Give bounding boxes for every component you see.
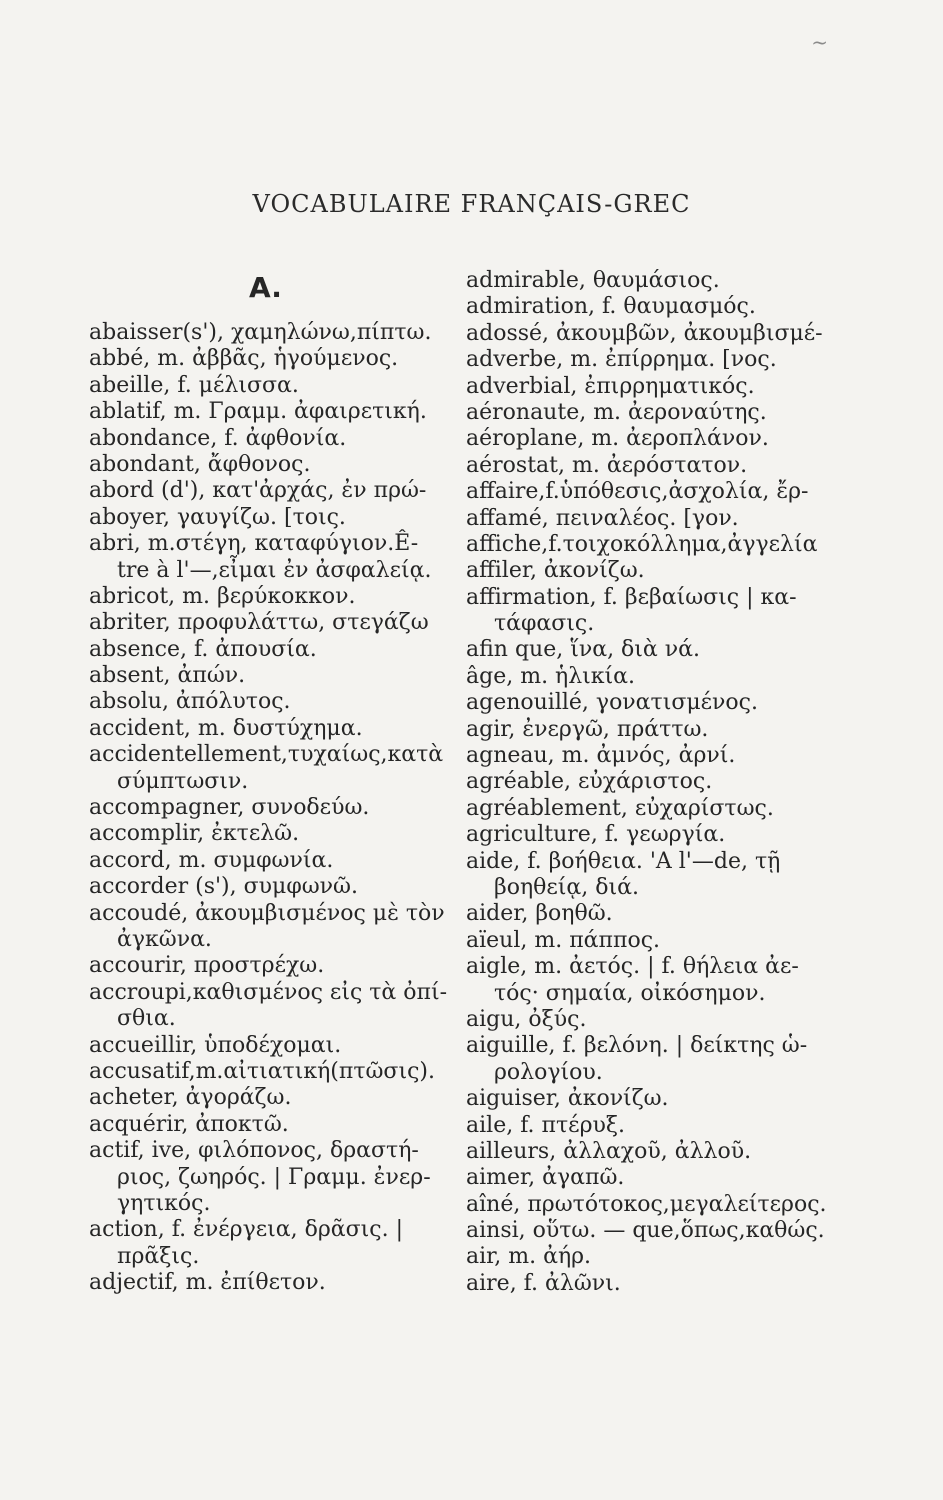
- dictionary-entry: admirable, θαυμάσιος.: [466, 268, 720, 293]
- dictionary-entry: ainsi, οὕτω. — que,ὅπως,καθώς.: [466, 1218, 825, 1244]
- dictionary-entry: aïeul, m. πάππος.: [466, 927, 661, 953]
- dictionary-entry: abri, m.στέγη, καταφύγιον.Ê-: [89, 531, 419, 557]
- dictionary-entry: aiguille, f. βελόνη. | δείκτης ὡ-: [466, 1033, 808, 1059]
- dictionary-entry: aboyer, γαυγίζω. [τοις.: [89, 504, 346, 530]
- dictionary-entry: abriter, προφυλάττω, στεγάζω: [89, 610, 429, 636]
- dictionary-entry: aide, f. βοήθεια. 'A l'—de, τῇ: [466, 848, 781, 874]
- dictionary-entry: abeille, f. μέλισσα.: [89, 372, 299, 398]
- dictionary-entry: absolu, ἀπόλυτος.: [89, 689, 291, 715]
- dictionary-entry: admiration, f. θαυμασμός.: [466, 294, 756, 320]
- dictionary-entry: aiguiser, ἀκονίζω.: [466, 1086, 669, 1112]
- dictionary-entry: adjectif, m. ἐπίθετον.: [89, 1270, 326, 1296]
- dictionary-entry-continuation: ἀγκῶνα.: [117, 926, 212, 952]
- dictionary-entry: accidentellement,τυχαίως,κατὰ: [89, 742, 444, 768]
- dictionary-entry-continuation: tre à l'—,εἶμαι ἐν ἀσφαλείᾳ.: [117, 557, 432, 583]
- dictionary-entry: aile, f. πτέρυξ.: [466, 1112, 625, 1138]
- dictionary-entry: aérostat, m. ἀερόστατον.: [466, 452, 748, 478]
- dictionary-entry: action, f. ἐνέργεια, δρᾶσις. |: [89, 1217, 403, 1243]
- dictionary-entry: ablatif, m. Γραμμ. ἀφαιρετική.: [89, 399, 427, 425]
- dictionary-entry: affirmation, f. βεβαίωσις | κα-: [466, 584, 797, 610]
- dictionary-entry: accourir, προστρέχω.: [89, 953, 325, 979]
- dictionary-entry: accueillir, ὑποδέχομαι.: [89, 1032, 342, 1058]
- left-column: [89, 268, 469, 1296]
- dictionary-entry: absent, ἀπών.: [89, 663, 246, 689]
- dictionary-entry: adossé, ἀκουμβῶν, ἀκουμβισμέ-: [466, 320, 823, 346]
- dictionary-entry: accident, m. δυστύχημα.: [89, 715, 363, 741]
- dictionary-entry-continuation: γητικός.: [117, 1190, 211, 1216]
- dictionary-entry: afin que, ἵνα, διὰ νά.: [466, 637, 700, 663]
- dictionary-entry: agriculture, f. γεωργία.: [466, 822, 726, 848]
- dictionary-entry-continuation: ρολογίου.: [494, 1059, 603, 1085]
- dictionary-entry: acheter, ἀγοράζω.: [89, 1085, 292, 1111]
- dictionary-entry: abondance, f. ἀφθονία.: [89, 425, 347, 451]
- dictionary-entry: adverbe, m. ἐπίρρημα. [νος.: [466, 347, 777, 373]
- dictionary-entry: aîné, πρωτότοκος,μεγαλείτερος.: [466, 1191, 827, 1217]
- dictionary-entry: affiche,f.τοιχοκόλλημα,ἀγγελία: [466, 531, 818, 557]
- dictionary-entry: aéronaute, m. ἀεροναύτης.: [466, 399, 767, 425]
- dictionary-entry: abord (d'), κατ'ἀρχάς, ἐν πρώ-: [89, 478, 427, 504]
- dictionary-entry: adverbial, ἐπιρρηματικός.: [466, 373, 755, 399]
- dictionary-entry: abondant, ἄφθονος.: [89, 451, 311, 477]
- corner-mark: ~: [811, 30, 828, 54]
- dictionary-entry: agréablement, εὐχαρίστως.: [466, 795, 774, 821]
- dictionary-entry: agenouillé, γονατισμένος.: [466, 690, 758, 716]
- dictionary-entry: ailleurs, ἀλλαχοῦ, ἀλλοῦ.: [466, 1138, 752, 1164]
- dictionary-entry-continuation: τάφασις.: [494, 611, 595, 637]
- dictionary-entry: âge, m. ἡλικία.: [466, 663, 636, 689]
- dictionary-entry: accord, m. συμφωνία.: [89, 847, 334, 873]
- dictionary-entry: abricot, m. βερύκοκκον.: [89, 583, 356, 609]
- dictionary-entry: aéroplane, m. ἀεροπλάνον.: [466, 426, 769, 452]
- dictionary-entry-continuation: πρᾶξις.: [117, 1243, 200, 1269]
- dictionary-entry-continuation: σθια.: [117, 1006, 176, 1032]
- dictionary-entry: aigle, m. ἀετός. | f. θήλεια ἀε-: [466, 954, 799, 980]
- dictionary-entry-continuation: βοηθείᾳ, διά.: [494, 874, 639, 900]
- dictionary-entry: accompagner, συνοδεύω.: [89, 795, 370, 821]
- dictionary-entry: accorder (s'), συμφωνῶ.: [89, 874, 358, 900]
- dictionary-entry: agneau, m. ἀμνός, ἀρνί.: [466, 743, 736, 769]
- dictionary-entry: accusatif,m.αἰτιατική(πτῶσις).: [89, 1058, 435, 1084]
- dictionary-entry: aigu, ὀξύς.: [466, 1006, 587, 1032]
- dictionary-entry: affaire,f.ὑπόθεσις,ἀσχολία, ἔρ-: [466, 479, 809, 505]
- dictionary-entry: accoudé, ἀκουμβισμένος μὲ τὸν: [89, 900, 445, 926]
- right-column: [466, 268, 846, 1297]
- dictionary-entry: actif, ive, φιλόπονος, δραστή-: [89, 1138, 419, 1164]
- dictionary-entry-continuation: τός· σημαία, οἰκόσημον.: [494, 980, 766, 1006]
- bleed-through-text: [60, 130, 67, 155]
- dictionary-entry: air, m. ἀήρ.: [466, 1244, 592, 1270]
- dictionary-entry: affamé, πειναλέος. [γον.: [466, 505, 739, 531]
- dictionary-entry-continuation: σύμπτωσιν.: [117, 768, 249, 794]
- section-letter-heading: A.: [249, 271, 282, 304]
- dictionary-entry: affiler, ἀκονίζω.: [466, 558, 645, 584]
- dictionary-entry: acquérir, ἀποκτῶ.: [89, 1111, 289, 1137]
- dictionary-entry: aimer, ἀγαπῶ.: [466, 1165, 625, 1191]
- dictionary-entry: abbé, m. ἀββᾶς, ἡγούμενος.: [89, 346, 399, 372]
- dictionary-entry: aider, βοηθῶ.: [466, 901, 613, 927]
- dictionary-entry: accroupi,καθισμένος εἰς τὰ ὀπί-: [89, 979, 448, 1005]
- dictionary-entry: agréable, εὐχάριστος.: [466, 769, 713, 795]
- dictionary-entry: accomplir, ἐκτελῶ.: [89, 821, 300, 847]
- dictionary-entry: absence, f. ἀπουσία.: [89, 636, 317, 662]
- dictionary-entry: agir, ἐνεργῶ, πράττω.: [466, 716, 709, 742]
- dictionary-entry: abaisser(s'), χαμηλώνω,πίπτω.: [89, 320, 432, 345]
- page-title: VOCABULAIRE FRANÇAIS-GREC: [252, 190, 691, 218]
- dictionary-entry: aire, f. ἀλῶνι.: [466, 1270, 621, 1296]
- dictionary-entry-continuation: ριος, ζωηρός. | Γραμμ. ἐνερ-: [117, 1164, 431, 1190]
